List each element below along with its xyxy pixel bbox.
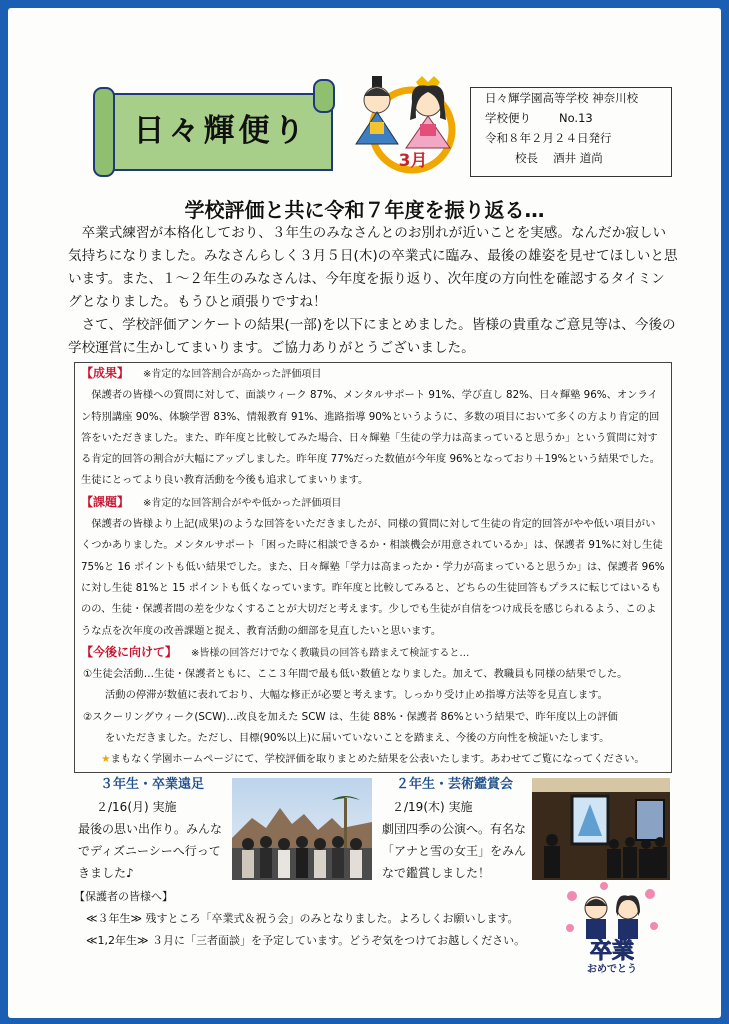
principal-name: 校長 酒井 道尚 (515, 151, 603, 165)
photo-icon (232, 778, 372, 880)
grade3-line-1: 最後の思い出作り。みんな (78, 822, 223, 836)
theater-photo (532, 778, 670, 880)
issue-line (471, 108, 671, 128)
results-heading-row (75, 363, 671, 385)
grade2-title: ２年生・芸術鑑賞会 (396, 777, 514, 792)
guardians-line-2: ≪1,2年生≫ ３月に「三者面談」を予定しています。どうぞ気をつけてお越しください。 (86, 934, 526, 947)
issues-heading: 【課題】 (81, 494, 130, 509)
homepage-note-text: まもなく学園ホームページにて、学校評価を取りまとめた結果を公表いたします。あわせてご覧になってください。 (110, 753, 645, 766)
grade3-line-3: きました♪ (78, 866, 134, 880)
issue-label: 学校便り (485, 111, 531, 125)
future-note: ※皆様の回答だけでなく教職員の回答も踏まえて検証すると… (191, 647, 470, 659)
future-heading: 【今後に向けて】 (81, 644, 178, 659)
results-text: 保護者の皆様への質問に対して、面談ウィーク 87%、メンタルサポート 91%、学び直し 82%、日々輝塾 96%、オンライン特別講座 90%、体験学習 83%、情報教育 91%、進路指導 90%というように、多数の項目において多くの方より肯定的回答をいただきました。また、昨年度と比較してみた場合、日々輝塾「生徒の学力は高まっていると思うか」という質問に対する肯定的回答の割合が大幅にアップしました。昨年度 77%だった数値が今年度 96%となっており＋19%という結果でした。生徒にとってより良い教育活動を今後も追求してまいります。 (81, 389, 661, 487)
issues-note: ※肯定的な回答割合がやや低かった評価項目 (143, 497, 342, 509)
intro-text (68, 222, 678, 360)
photo-icon (532, 778, 670, 880)
school-name: 日々輝学園高等学校 神奈川校 (485, 91, 639, 105)
month-badge: 3月 (398, 151, 428, 171)
newsletter-page (8, 8, 721, 1018)
survey-results-box (74, 362, 672, 773)
graduation-illustration (562, 882, 662, 975)
issue-info-box (470, 87, 672, 177)
future-heading-row (75, 642, 671, 664)
page-headline: 学校評価と共に令和７年度を振り返る… (184, 198, 545, 222)
guardians-heading: 【保護者の皆様へ】 (74, 890, 173, 903)
grade3-line-2: でディズニーシーへ行って (78, 844, 221, 858)
grade3-title: ３年生・卒業遠足 (100, 777, 205, 792)
grade2-line-3: なで鑑賞しました！ (382, 866, 491, 880)
title-scroll (91, 83, 335, 175)
issue-date: 令和８年２月２４日発行 (485, 131, 612, 145)
homepage-note (75, 749, 671, 770)
grade2-date: ２/19(木) 実施 (392, 800, 473, 814)
guardians-line-1: ≪３年生≫ 残すところ「卒業式＆祝う会」のみとなりました。よろしくお願いします。 (86, 912, 519, 925)
graduates-icon (562, 882, 662, 942)
star-icon: ★ (101, 753, 111, 766)
results-note: ※肯定的な回答割合が高かった評価項目 (143, 369, 322, 380)
intro-paragraph-1: 卒業式練習が本格化しており、３年生のみなさんとのお別れが近いことを実感。なんだか寂しい気持ちになりました。みなさんらしく３月５日(木)の卒業式に臨み、最後の雄姿を見せてほしいと思います。また、１～２年生のみなさんは、今年度を振り返り、次年度の方向性を確認するタイミングとなりました。もうひと頑張りですね！ (68, 225, 678, 310)
hina-dolls-illustration (350, 72, 460, 180)
scroll-roll-left (93, 87, 115, 177)
graduation-text: 卒業 (589, 939, 634, 964)
issue-number: No.13 (559, 111, 593, 125)
newsletter-title: 日々輝便り (133, 113, 309, 149)
congratulations-text: おめでとう (587, 964, 637, 975)
future-item-1a: ①生徒会活動…生徒・保護者ともに、ここ３年間で最も低い数値となりました。加えて、教職員も同様の結果でした。 (83, 668, 628, 681)
disneysea-photo (232, 778, 372, 880)
grade2-section (378, 774, 538, 882)
results-heading: 【成果】 (81, 366, 130, 380)
issues-heading-row (75, 492, 671, 514)
grade2-line-2: 「アナと雪の女王」をみん (382, 844, 527, 858)
future-item-2b: をいただきました。ただし、目標(90%以上)に届いていないことを踏まえ、今後の方向性を検証いたします。 (105, 732, 610, 745)
grade2-line-1: 劇団四季の公演へ。有名な (382, 822, 527, 836)
issues-text: 保護者の皆様より上記(成果)のような回答をいただきましたが、同様の質問に対して生徒の肯定的回答がやや低い項目がいくつかありました。メンタルサポート「困った時に相談できるか・相談機会が用意されているか」は、保護者 91%に対し生徒 75%と 16 ポイントも低い結果でした。また、日々輝塾「学力は高まったか・学力が高まっていると思うか」は、保護者 96%に対し生徒 81%と 15 ポイントも低くなっています。昨年度と比較してみると、どちらの生徒回答もプラスに転じてはいるものの、生徒・保護者間の差を少なくすることが大切だと考えます。少しでも生徒が自信をつけ成長を感じられるよう、このような点を次年度の改善課題と捉え、教育活動の細部を見直したいと思います。 (81, 518, 665, 637)
future-item-1b: 活動の停滞が数値に表れており、大幅な修正が必要と考えます。しっかり受け止め指導方法等を見直します。 (105, 689, 608, 702)
intro-paragraph-2: さて、学校評価アンケートの結果(一部)を以下にまとめました。皆様の貴重なご意見等は、今後の学校運営に生かしてまいります。ご協力ありがとうございました。 (68, 317, 676, 356)
grade3-date: ２/16(月) 実施 (96, 800, 177, 814)
future-item-2a: ②スクーリングウィーク(SCW)…改良を加えた SCW は、生徒 88%・保護者 86%という結果で、昨年度以上の評価 (83, 710, 618, 723)
guardians-notice (74, 886, 554, 952)
